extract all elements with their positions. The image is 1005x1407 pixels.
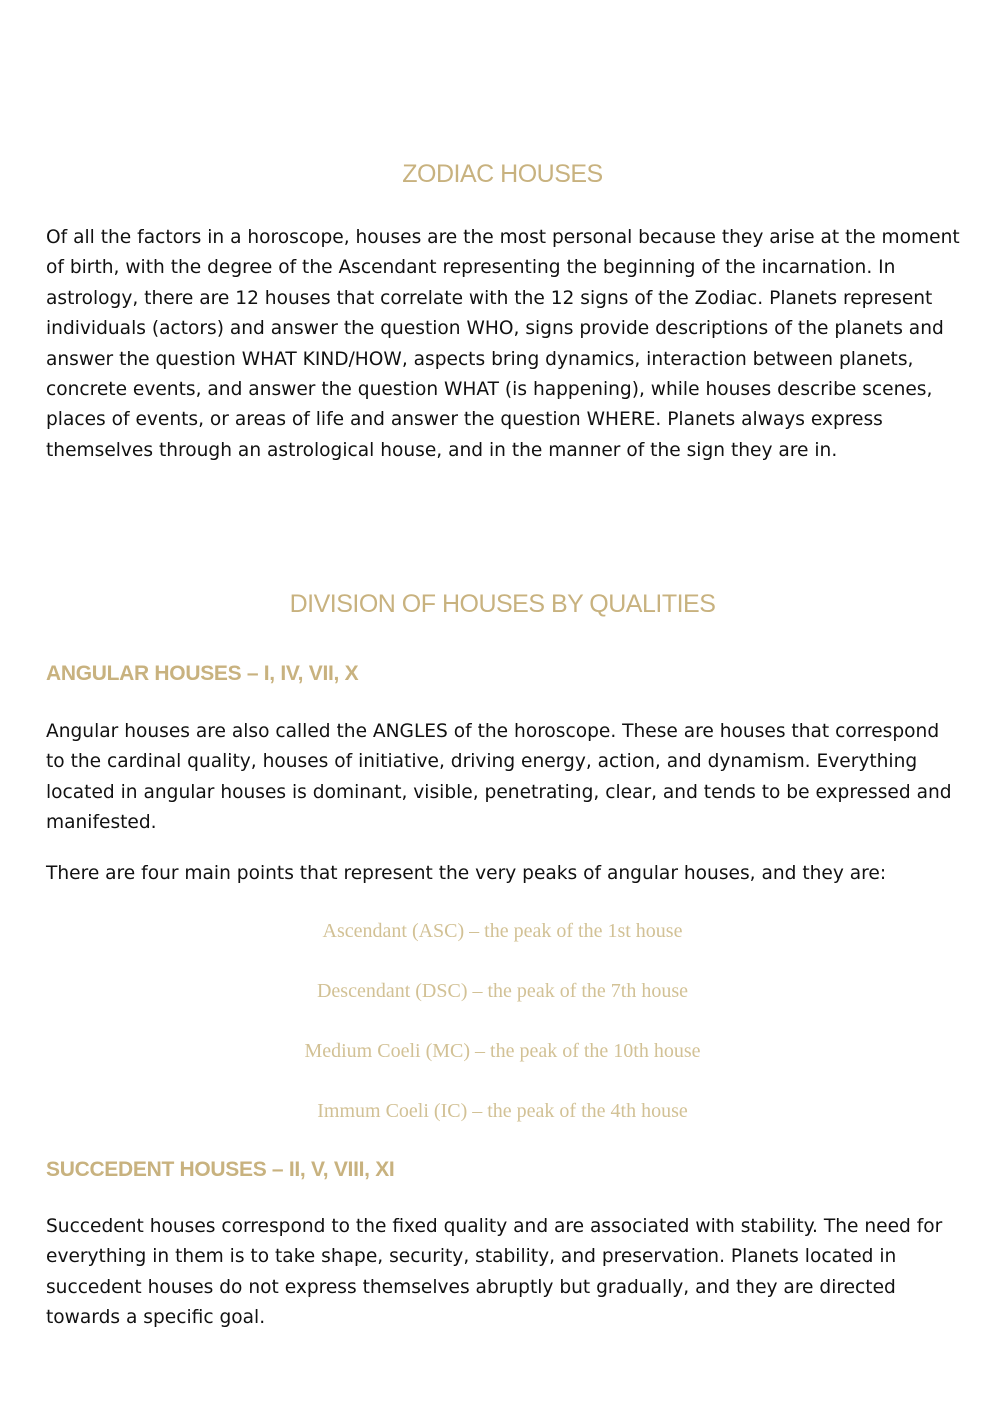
zodiac-houses-title: ZODIAC HOUSES [402, 160, 603, 188]
angular-paragraph: Angular houses are also called the ANGLES of the horoscope. These are houses that correspond to the cardinal quality, houses of initiative, driving energy, action, and dynamism. Everything located in angular houses is dominant, visible, penetrating, clear, and tends to be expressed and manifested. [46, 721, 952, 834]
peak-item-asc: Ascendant (ASC) – the peak of the 1st house [322, 920, 683, 942]
peak-item-ic: Immum Coeli (IC) – the peak of the 4th house [317, 1100, 688, 1122]
intro-paragraph: Of all the factors in a horoscope, houses are the most personal because they arise at the moment of birth, with the degree of the Ascendant representing the beginning of the incarnation. In astrology, there are 12 houses that correlate with the 12 signs of the Zodiac. Planets represent individuals (actors) and answer the question WHO, signs provide descriptions of the planets and answer the question WHAT KIND/HOW, aspects bring dynamics, interaction between planets, concrete events, and answer the question WHAT (is happening), while houses describe scenes, places of events, or areas of life and answer the question WHERE. Planets always express themselves through an astrological house, and in the manner of the sign they are in. [46, 227, 960, 461]
peaks-intro: There are four main points that represent the very peaks of angular houses, and they are: [46, 863, 887, 884]
peak-item-mc: Medium Coeli (MC) – the peak of the 10th house [304, 1040, 701, 1062]
peaks-list [0, 914, 1005, 1154]
division-title: DIVISION OF HOUSES BY QUALITIES [289, 590, 716, 618]
succedent-paragraph: Succedent houses correspond to the fixed quality and are associated with stability. The need for everything in them is to take shape, security, stability, and preservation. Planets located in succedent houses do not express themselves abruptly but gradually, and they are directed towards a specific goal. [46, 1216, 943, 1329]
angular-houses-heading: ANGULAR HOUSES – I, IV, VII, X [46, 662, 359, 685]
succedent-houses-heading: SUCCEDENT HOUSES – II, V, VIII, XI [46, 1158, 395, 1181]
peak-item-dsc: Descendant (DSC) – the peak of the 7th house [316, 980, 688, 1002]
